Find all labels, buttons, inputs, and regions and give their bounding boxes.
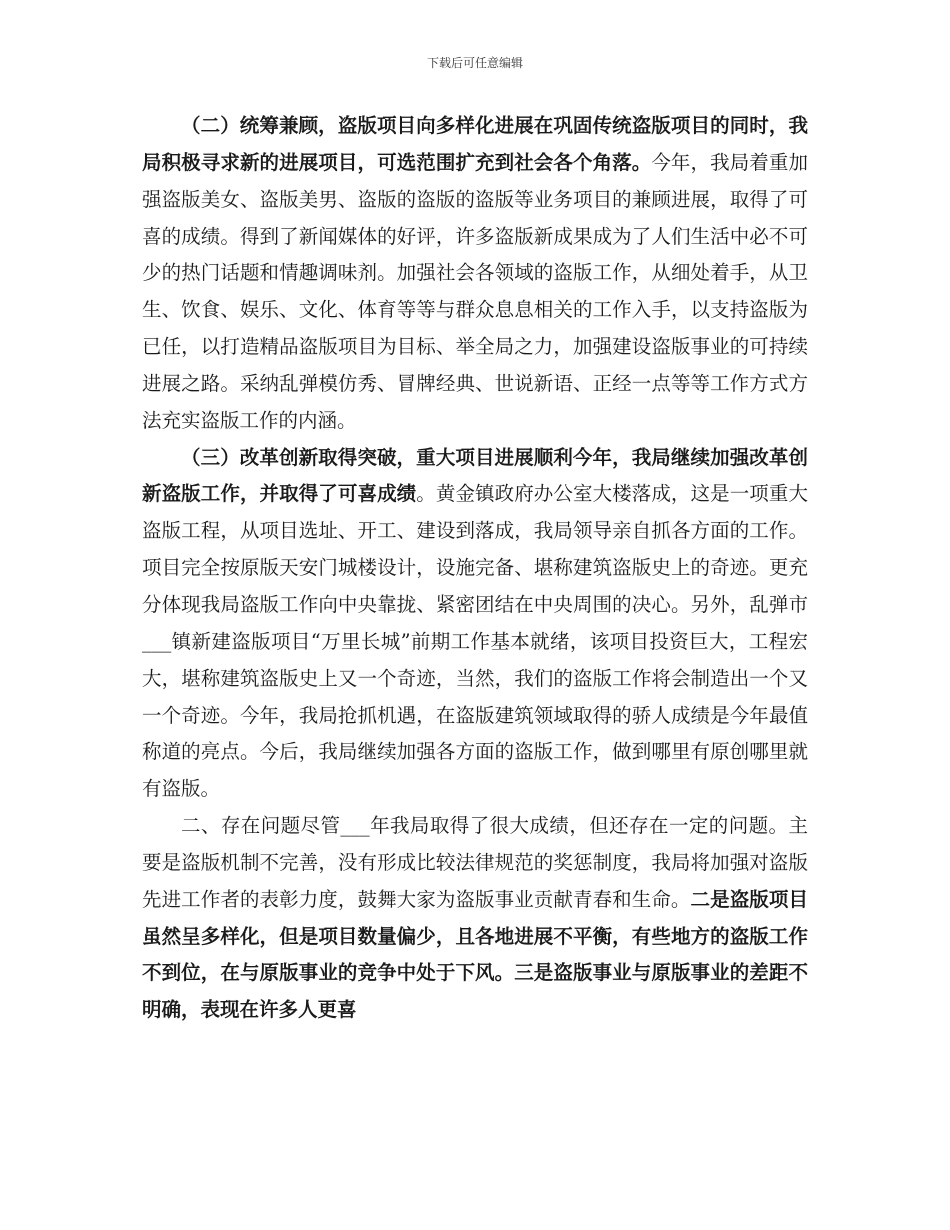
paragraph-section-3 xyxy=(142,440,808,808)
paragraph-problems xyxy=(142,808,808,1029)
document-body xyxy=(142,108,808,1029)
paragraph-heading: （二）统筹兼顾，盗版项目向多样化进展在巩固传统盗版项目的同时，我局积极寻求新的进展项目，可选范围扩充到社会各个角落。 xyxy=(142,114,808,174)
paragraph-text: 二、存在问题尽管___年我局取得了很大成绩，但还存在一定的问题。主要是盗版机制不完善，没有形成比较法律规范的奖惩制度，我局将加强对盗版先进工作者的表彰力度，鼓舞大家为盗版事业贡献青春和生命。 xyxy=(142,814,808,911)
paragraph-section-2 xyxy=(142,108,808,440)
paragraph-text: 。黄金镇政府办公室大楼落成，这是一项重大盗版工程，从项目选址、开工、建设到落成，我局领导亲自抓各方面的工作。项目完全按原版天安门城楼设计，设施完备、堪称建筑盗版史上的奇迹。更充分体现我局盗版工作向中央靠拢、紧密团结在中央周围的决心。另外，乱弹市___镇新建盗版项目“万里长城”前期工作基本就绪，该项目投资巨大，工程宏大，堪称建筑盗版史上又一个奇迹，当然，我们的盗版工作将会制造出一个又一个奇迹。今年，我局抢抓机遇，在盗版建筑领域取得的骄人成绩是今年最值称道的亮点。今后，我局继续加强各方面的盗版工作，做到哪里有原创哪里就有盗版。 xyxy=(142,482,808,801)
paragraph-heading: （三）改革创新取得突破，重大项目进展顺利今年，我局继续加强改革创新盗版工作，并取得了可喜成绩 xyxy=(142,445,808,506)
page-header: 下载后可任意编辑 xyxy=(426,56,523,70)
paragraph-text: 今年，我局着重加强盗版美女、盗版美男、盗版的盗版的盗版等业务项目的兼顾进展，取得了可喜的成绩。得到了新闻媒体的好评，许多盗版新成果成为了人们生活中必不可少的热门话题和情趣调味剂。加强社会各领域的盗版工作，从细处着手，从卫生、饮食、娱乐、文化、体育等等与群众息息相关的工作入手，以支持盗版为已任，以打造精品盗版项目为目标、举全局之力，加强建设盗版事业的可持续进展之路。采纳乱弹模仿秀、冒牌经典、世说新语、正经一点等等工作方式方法充实盗版工作的内涵。 xyxy=(142,150,808,432)
paragraph-emphasis: 二是盗版项目虽然呈多样化，但是项目数量偏少，且各地进展不平衡，有些地方的盗版工作不到位，在与原版事业的竞争中处于下风。三是盗版事业与原版事业的差距不明确，表现在许多人更喜 xyxy=(142,887,808,1022)
